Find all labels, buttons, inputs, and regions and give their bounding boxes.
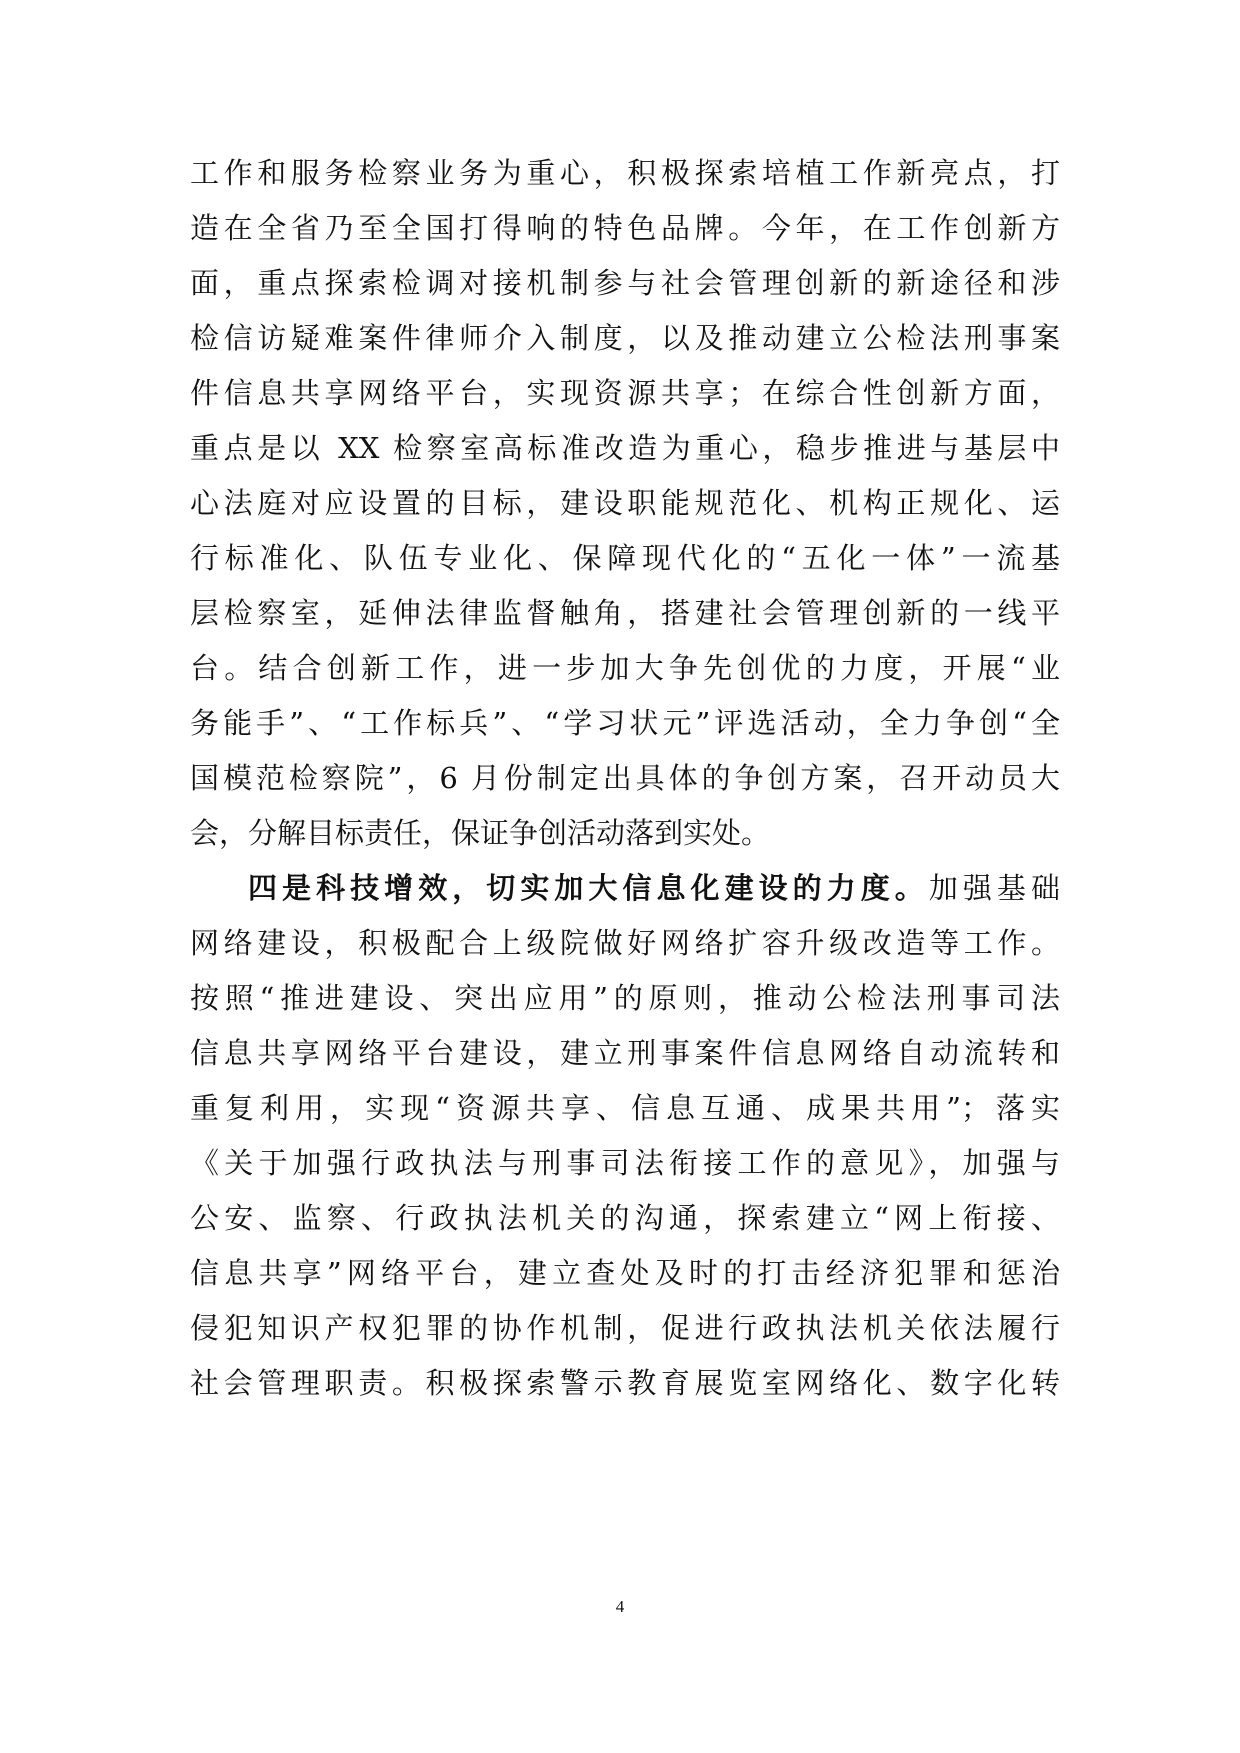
body-text-line: 台。结合创新工作，进一步加大争先创优的力度，开展“业 [190,651,1060,685]
body-text-line: 面，重点探索检调对接机制参与社会管理创新的新途径和涉 [190,266,1060,300]
body-text-fragment: 加强基础 [928,871,1060,905]
body-text-line: 网络建设，积极配合上级院做好网络扩容升级改造等工作。 [190,926,1060,960]
body-text-line: 层检察室，延伸法律监督触角，搭建社会管理创新的一线平 [190,596,1060,630]
body-text-line: 信息共享”网络平台，建立查处及时的打击经济犯罪和惩治 [190,1256,1060,1290]
body-text-line: 务能手”、“工作标兵”、“学习状元”评选活动，全力争创“全 [190,706,1060,740]
body-text-line: 会，分解目标责任，保证争创活动落到实处。 [190,816,771,850]
body-text-line: 公安、监察、行政执法机关的沟通，探索建立“网上衔接、 [190,1201,1060,1235]
body-text-line: 心法庭对应设置的目标，建设职能规范化、机构正规化、运 [190,486,1060,520]
body-text-line: 工作和服务检察业务为重心，积极探索培植工作新亮点，打 [190,156,1060,190]
body-text-line: 行标准化、队伍专业化、保障现代化的“五化一体”一流基 [190,541,1060,575]
body-text-line: 信息共享网络平台建设，建立刑事案件信息网络自动流转和 [190,1036,1060,1070]
page-number: 4 [615,1597,625,1616]
body-text-line: 检信访疑难案件律师介入制度，以及推动建立公检法刑事案 [190,321,1060,355]
body-text-line: 件信息共享网络平台，实现资源共享；在综合性创新方面， [190,376,1060,410]
section-heading: 四是科技增效，切实加大信息化建设的力度。 [248,871,929,905]
body-text-line: 侵犯知识产权犯罪的协作机制，促进行政执法机关依法履行 [190,1311,1060,1345]
body-text-line: 《关于加强行政执法与刑事司法衔接工作的意见》，加强与 [190,1146,1060,1180]
body-text-line: 社会管理职责。积极探索警示教育展览室网络化、数字化转 [190,1366,1060,1400]
body-text-line: 重复利用，实现“资源共享、信息互通、成果共用”；落实 [190,1091,1060,1125]
body-text-line: 造在全省乃至全国打得响的特色品牌。今年，在工作创新方 [190,211,1060,245]
paragraph-first-line [248,868,1060,908]
body-text-line: 按照“推进建设、突出应用”的原则，推动公检法刑事司法 [190,981,1060,1015]
body-text-line: 重点是以 XX 检察室高标准改造为重心，稳步推进与基层中 [190,431,1060,465]
body-text-line: 国模范检察院”，6 月份制定出具体的争创方案，召开动员大 [190,761,1060,795]
